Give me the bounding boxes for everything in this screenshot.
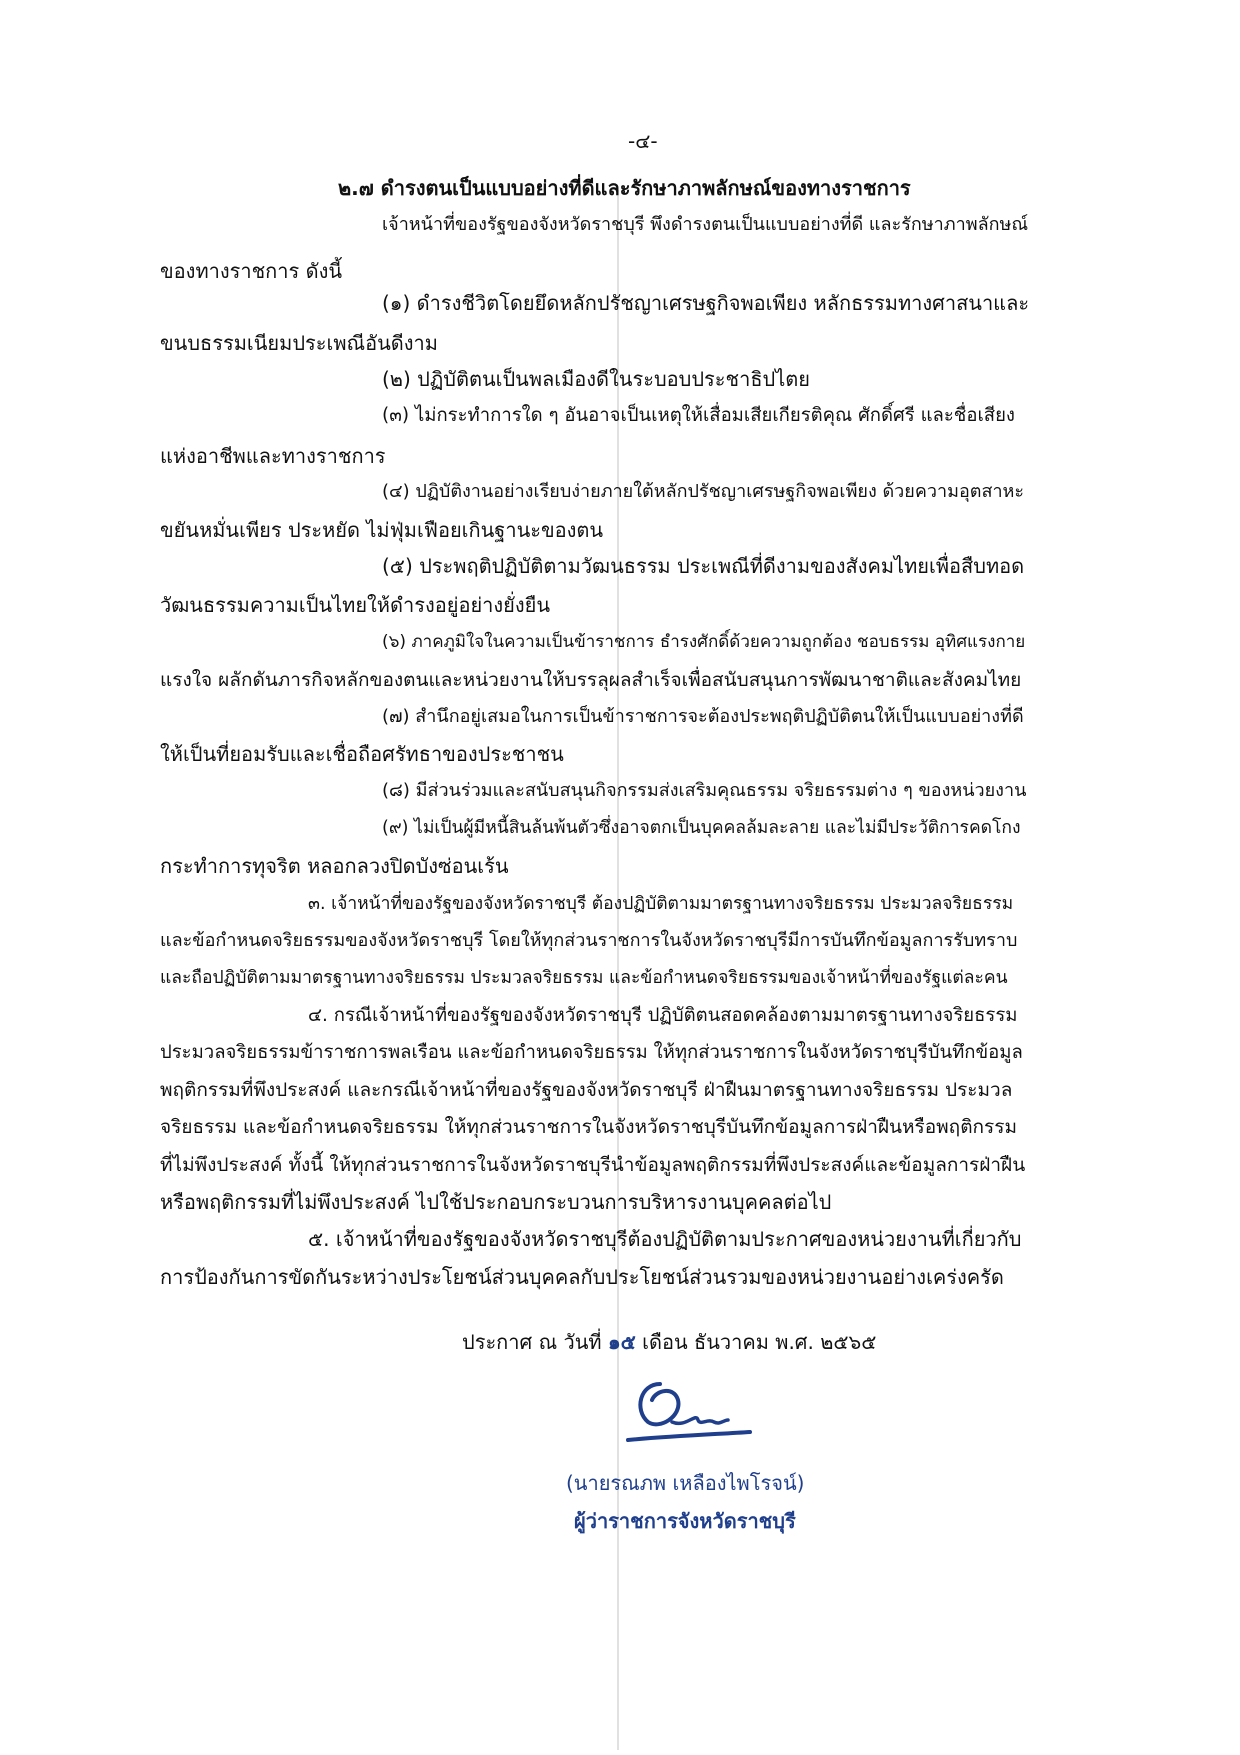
signer-name: (นายรณภพ เหลืองไพโรจน์) (566, 1471, 805, 1495)
handwritten-signature (620, 1370, 755, 1450)
page-number: -๔- (628, 129, 658, 153)
body-line: (๓) ไม่กระทำการใด ๆ อันอาจเป็นเหตุให้เสื่อมเสียเกียรติคุณ ศักดิ์ศรี และชื่อเสียง (382, 405, 1015, 426)
body-line: วัฒนธรรมความเป็นไทยให้ดำรงอยู่อย่างยั่งยืน (160, 593, 551, 617)
body-line: และข้อกำหนดจริยธรรมของจังหวัดราชบุรี โดยให้ทุกส่วนราชการในจังหวัดราชบุรีมีการบันทึกข้อมูลการรับทราบ (160, 930, 1018, 951)
announcement-day: ๑๕ (607, 1330, 636, 1354)
body-line: (๒) ปฏิบัติตนเป็นพลเมืองดีในระบอบประชาธิปไตย (382, 367, 811, 391)
body-line: กระทำการทุจริต หลอกลวงปิดบังซ่อนเร้น (160, 854, 509, 878)
body-line: (๖) ภาคภูมิใจในความเป็นข้าราชการ ธำรงศักดิ์ด้วยความถูกต้อง ชอบธรรม อุทิศแรงกาย (382, 632, 1026, 652)
body-line: ๓. เจ้าหน้าที่ของรัฐของจังหวัดราชบุรี ต้องปฏิบัติตามมาตรฐานทางจริยธรรม ประมวลจริยธรรม (308, 894, 1014, 914)
body-line: (๔) ปฏิบัติงานอย่างเรียบง่ายภายใต้หลักปรัชญาเศรษฐกิจพอเพียง ด้วยความอุตสาหะ (382, 481, 1025, 502)
body-line: ขนบธรรมเนียมประเพณีอันดีงาม (160, 331, 438, 355)
announcement-suffix: เดือน ธันวาคม พ.ศ. ๒๕๖๕ (642, 1330, 877, 1354)
body-line: ให้เป็นที่ยอมรับและเชื่อถือศรัทธาของประชาชน (160, 742, 564, 766)
body-line: จริยธรรม และข้อกำหนดจริยธรรม ให้ทุกส่วนราชการในจังหวัดราชบุรีบันทึกข้อมูลการฝ่าฝืนหรือพฤติกรรม (160, 1116, 1017, 1138)
body-line: (๑) ดำรงชีวิตโดยยึดหลักปรัชญาเศรษฐกิจพอเพียง หลักธรรมทางศาสนาและ (382, 291, 1030, 315)
section-heading: ๒.๗ ดำรงตนเป็นแบบอย่างที่ดีและรักษาภาพลักษณ์ของทางราชการ (338, 176, 911, 200)
announcement-date (462, 1329, 876, 1355)
body-line: ที่ไม่พึงประสงค์ ทั้งนี้ ให้ทุกส่วนราชการในจังหวัดราชบุรีนำข้อมูลพฤติกรรมที่พึงประสงค์และข้อมูลการฝ่าฝืน (160, 1154, 1026, 1176)
body-line: (๘) มีส่วนร่วมและสนับสนุนกิจกรรมส่งเสริมคุณธรรม จริยธรรมต่าง ๆ ของหน่วยงาน (382, 780, 1027, 801)
announcement-prefix: ประกาศ ณ วันที่ (462, 1330, 602, 1354)
body-line: ของทางราชการ ดังนี้ (160, 259, 343, 283)
body-line: หรือพฤติกรรมที่ไม่พึงประสงค์ ไปใช้ประกอบกระบวนการบริหารงานบุคคลต่อไป (160, 1190, 832, 1214)
body-line: พฤติกรรมที่พึงประสงค์ และกรณีเจ้าหน้าที่ของรัฐของจังหวัดราชบุรี ฝ่าฝืนมาตรฐานทางจริยธรรม ประมวล (160, 1079, 1013, 1101)
signer-position: ผู้ว่าราชการจังหวัดราชบุรี (574, 1509, 796, 1533)
body-line: การป้องกันการขัดกันระหว่างประโยชน์ส่วนบุคคลกับประโยชน์ส่วนรวมของหน่วยงานอย่างเคร่งครัด (160, 1265, 1004, 1289)
body-line: (๕) ประพฤติปฏิบัติตามวัฒนธรรม ประเพณีที่ดีงามของสังคมไทยเพื่อสืบทอด (382, 554, 1025, 578)
body-line: เจ้าหน้าที่ของรัฐของจังหวัดราชบุรี พึงดำรงตนเป็นแบบอย่างที่ดี และรักษาภาพลักษณ์ (382, 214, 1029, 235)
body-line: ขยันหมั่นเพียร ประหยัด ไม่ฟุ่มเฟือยเกินฐานะของตน (160, 518, 604, 542)
body-line: ๔. กรณีเจ้าหน้าที่ของรัฐของจังหวัดราชบุรี ปฏิบัติตนสอดคล้องตามมาตรฐานทางจริยธรรม (308, 1005, 1018, 1026)
body-line: ๕. เจ้าหน้าที่ของรัฐของจังหวัดราชบุรีต้องปฏิบัติตามประกาศของหน่วยงานที่เกี่ยวกับ (308, 1227, 1022, 1251)
body-line: ประมวลจริยธรรมข้าราชการพลเรือน และข้อกำหนดจริยธรรม ให้ทุกส่วนราชการในจังหวัดราชบุรีบันทึกข้อมูล (160, 1042, 1023, 1063)
body-line: (๗) สำนึกอยู่เสมอในการเป็นข้าราชการจะต้องประพฤติปฏิบัติตนให้เป็นแบบอย่างที่ดี (382, 706, 1024, 727)
body-line: แห่งอาชีพและทางราชการ (160, 444, 386, 468)
body-line: และถือปฏิบัติตามมาตรฐานทางจริยธรรม ประมวลจริยธรรม และข้อกำหนดจริยธรรมของเจ้าหน้าที่ของรัฐแต่ละคน (160, 968, 1008, 988)
body-line: (๙) ไม่เป็นผู้มีหนี้สินล้นพ้นตัวซึ่งอาจตกเป็นบุคคลล้มละลาย และไม่มีประวัติการคดโกง (382, 818, 1021, 838)
body-line: แรงใจ ผลักดันภารกิจหลักของตนและหน่วยงานให้บรรลุผลสำเร็จเพื่อสนับสนุนการพัฒนาชาติและสังคมไทย (160, 669, 1022, 691)
